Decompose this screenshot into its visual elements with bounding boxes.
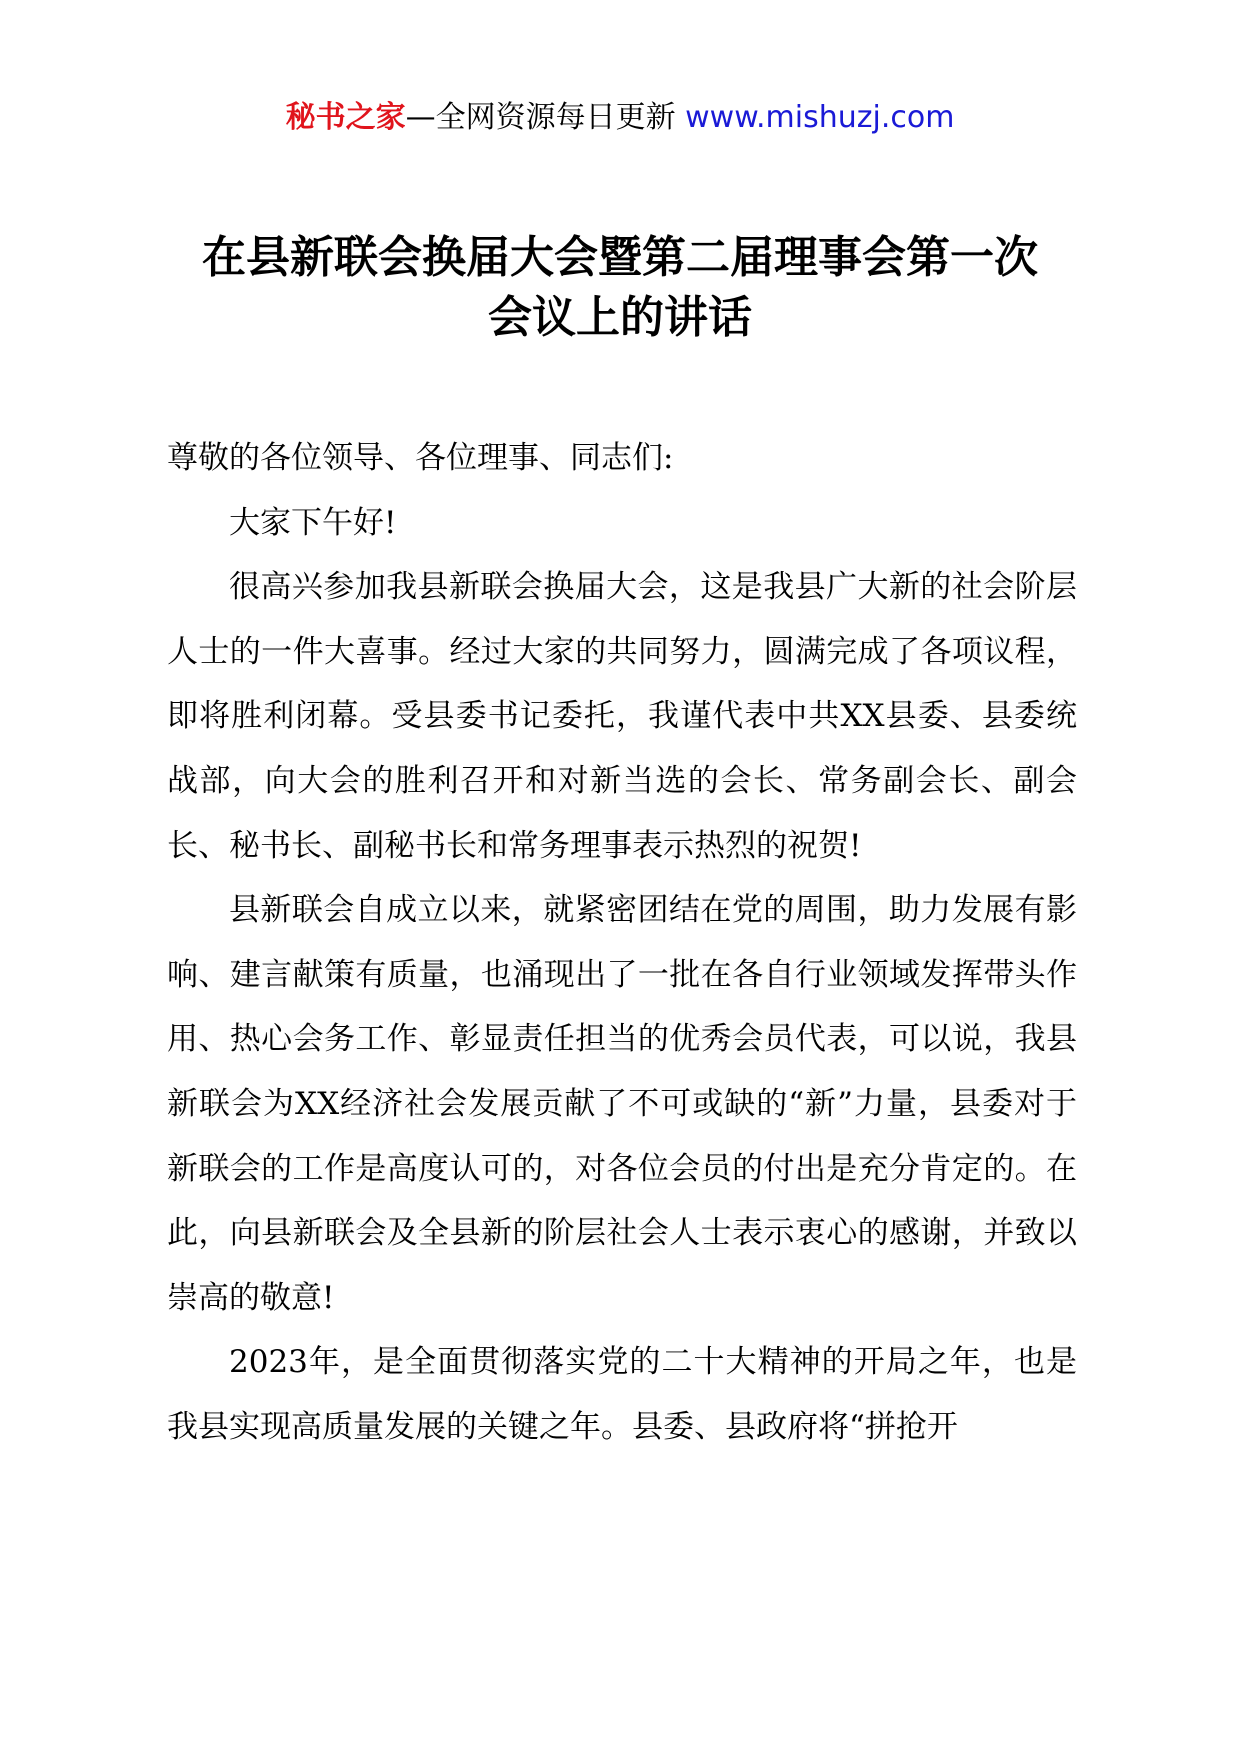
paragraph-2: 县新联会自成立以来，就紧密团结在党的周围，助力发展有影响、建言献策有质量，也涌现出了一批在各自行业领域发挥带头作用、热心会务工作、彰显责任担当的优秀会员代表，可以说，我县新联会为XX经济社会发展贡献了不可或缺的“新”力量，县委对于新联会的工作是高度认可的，对各位会员的付出是充分肯定的。在此，向县新联会及全县新的阶层社会人士表示衷心的感谢，并致以崇高的敬意!	[167, 892, 1077, 1316]
document-title	[140, 228, 1100, 348]
salutation: 尊敬的各位领导、各位理事、同志们:	[167, 440, 674, 476]
site-url[interactable]: www.mishuzj.com	[685, 100, 955, 135]
greeting: 大家下午好!	[229, 504, 397, 541]
site-header	[0, 98, 1240, 138]
paragraph-1: 很高兴参加我县新联会换届大会，这是我县广大新的社会阶层人士的一件大喜事。经过大家的共同努力，圆满完成了各项议程，即将胜利闭幕。受县委书记委托，我谨代表中共XX县委、县委统战部，向大会的胜利召开和对新当选的会长、常务副会长、副会长、秘书长、副秘书长和常务理事表示热烈的祝贺!	[167, 569, 1077, 864]
brand-name: 秘书之家	[285, 100, 406, 135]
document-body	[167, 426, 1077, 1460]
header-tagline: —全网资源每日更新	[405, 100, 676, 135]
title-line-2: 会议上的讲话	[488, 292, 752, 343]
paragraph-3: 2023年，是全面贯彻落实党的二十大精神的开局之年，也是我县实现高质量发展的关键之年。县委、县政府将“拼抢开	[167, 1344, 1077, 1445]
title-line-1: 在县新联会换届大会暨第二届理事会第一次	[202, 232, 1038, 283]
